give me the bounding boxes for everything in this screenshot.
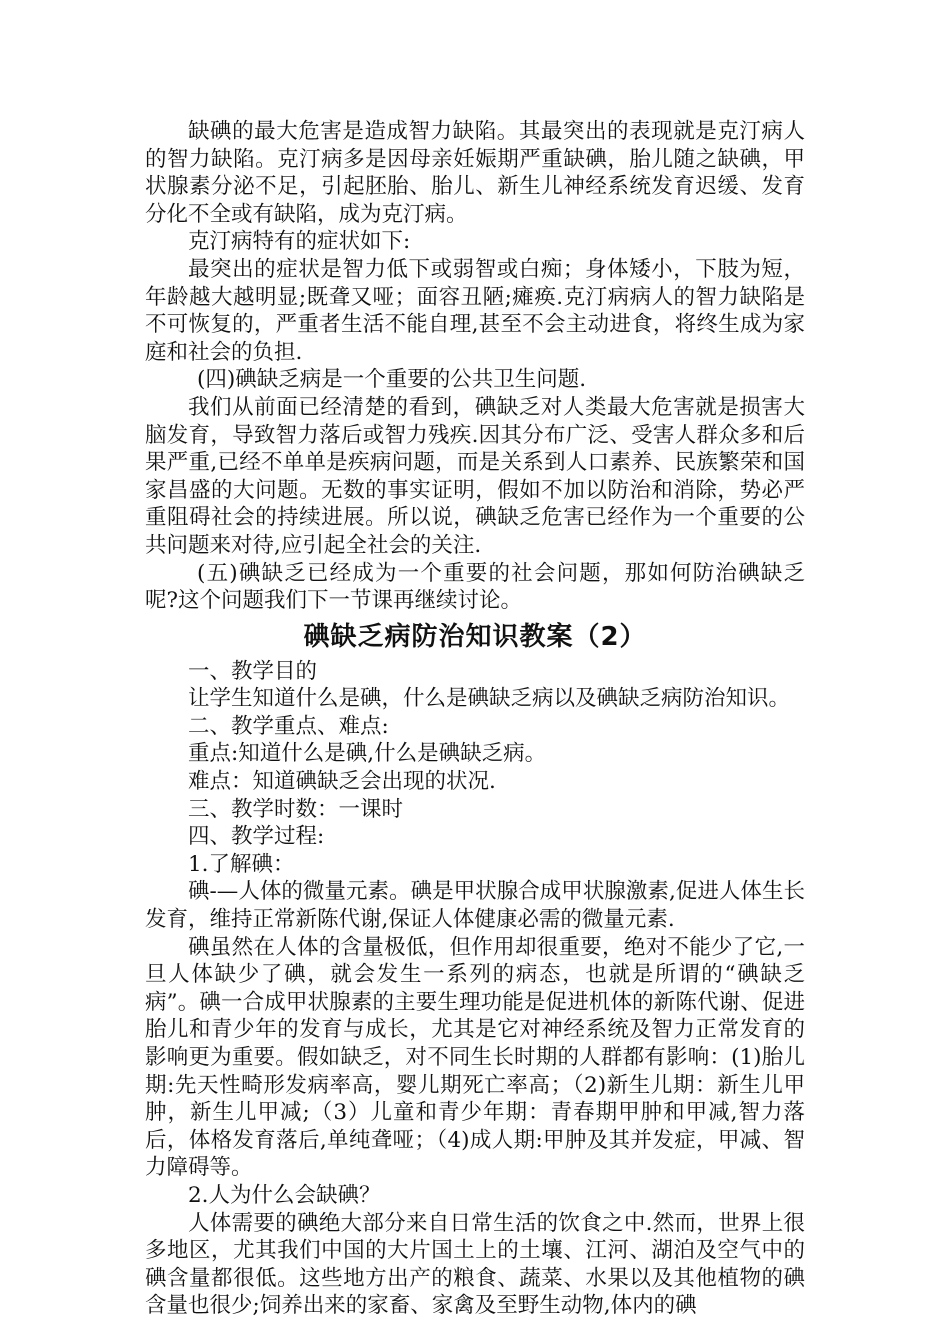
paragraph-symptoms: 最突出的症状是智力低下或弱智或白痴；身体矮小，下肢为短，年龄越大越明显;既聋又哑；面容丑陋;瘫痪.克汀病病人的智力缺陷是不可恢复的，严重者生活不能自理,甚至不会主动进食，将终生成为家庭和社会的负担.: [145, 256, 805, 365]
paragraph-public-health: 我们从前面已经清楚的看到，碘缺乏对人类最大危害就是损害大脑发育，导致智力落后或智力残疾.因其分布广泛、受害人群众多和后果严重,已经不单单是疾病问题，而是关系到人口素养、民族繁荣和国家昌盛的大问题。无数的事实证明，假如不加以防治和消除，势必严重阻碍社会的持续进展。所以说，碘缺乏危害已经作为一个重要的公共问题来对待,应引起全社会的关注.: [145, 394, 805, 558]
heading-understand-iodine: 1.了解碘：: [188, 851, 295, 877]
heading-key-points: 二、教学重点、难点:: [188, 713, 389, 739]
paragraph-point-four: (四)碘缺乏病是一个重要的公共卫生问题.: [197, 367, 587, 393]
paragraph-iodine-sources: 人体需要的碘绝大部分来自日常生活的饮食之中.然而，世界上很多地区，尤其我们中国的大片国土上的土壤、江河、湖泊及空气中的碘含量都很低。这些地方出产的粮食、蔬菜、水果以及其他植物的碘含量也很少;饲养出来的家畜、家禽及至野生动物,体内的碘: [145, 1210, 805, 1319]
lesson-plan-title: 碘缺乏病防治知识教案（2）: [303, 621, 647, 652]
heading-why-iodine-deficiency: 2.人为什么会缺碘？: [188, 1182, 381, 1208]
paragraph-teaching-goal: 让学生知道什么是碘，什么是碘缺乏病以及碘缺乏病防治知识。: [188, 686, 791, 712]
heading-teaching-process: 四、教学过程:: [188, 824, 325, 850]
paragraph-iodine-importance: 碘虽然在人体的含量极低，但作用却很重要，绝对不能少了它,一旦人体缺少了碘，就会发生一系列的病态，也就是所谓的“碘缺乏病”。碘一合成甲状腺素的主要生理功能是促进机体的新陈代谢、促进胎儿和青少年的发育与成长，尤其是它对神经系统及智力正常发育的影响更为重要。假如缺乏，对不同生长时期的人群都有影响：(1)胎儿期:先天性畸形发病率高，婴儿期死亡率高；（2)新生儿期：新生儿甲肿，新生儿甲减;（3）儿童和青少年期：青春期甲肿和甲减,智力落后，体格发育落后,单纯聋哑；（4)成人期:甲肿及其并发症，甲减、智力障碍等。: [145, 934, 805, 1181]
paragraph-iodine-harm: 缺碘的最大危害是造成智力缺陷。其最突出的表现就是克汀病人的智力缺陷。克汀病多是因母亲妊娠期严重缺碘，胎儿随之缺碘，甲状腺素分泌不足，引起胚胎、胎儿、新生儿神经系统发育迟缓、发育分化不全或有缺陷，成为克汀病。: [145, 119, 805, 227]
paragraph-iodine-definition: 碘-—人体的微量元素。碘是甲状腺合成甲状腺激素,促进人体生长发育，维持正常新陈代谢,保证人体健康必需的微量元素.: [145, 879, 805, 933]
paragraph-symptoms-intro: 克汀病特有的症状如下:: [188, 229, 411, 255]
heading-teaching-goal: 一、教学目的: [188, 658, 318, 684]
paragraph-difficult-point: 难点：知道碘缺乏会出现的状况.: [188, 769, 496, 795]
paragraph-key-point: 重点:知道什么是碘,什么是碘缺乏病。: [188, 741, 547, 767]
paragraph-point-five: (五)碘缺乏已经成为一个重要的社会问题，那如何防治碘缺乏呢?这个问题我们下一节课再继续讨论。: [145, 560, 805, 614]
document-body: [145, 118, 805, 1320]
paragraph-class-hours: 三、教学时数：一课时: [188, 796, 404, 822]
